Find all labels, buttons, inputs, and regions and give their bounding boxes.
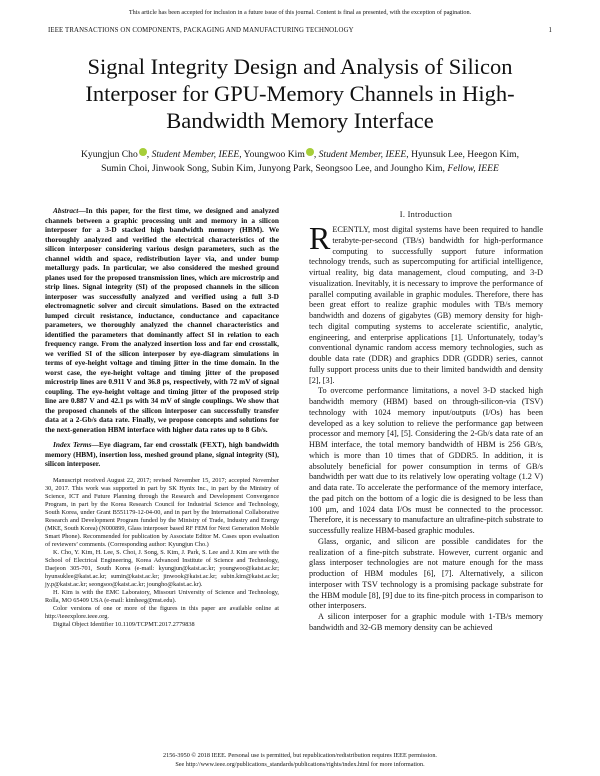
left-column [45,206,279,629]
acceptance-notice: This article has been accepted for inclusion in a future issue of this journal. Content is final as presented, with the exception of pagination. [128,9,472,16]
section-heading: I. Introduction [399,210,453,219]
journal-name: IEEE TRANSACTIONS ON COMPONENTS, PACKAGING AND MANUFACTURING TECHNOLOGY [48,27,354,34]
copyright-line: 2156-3950 © 2018 IEEE. Personal use is permitted, but republication/redistribution requires IEEE permission. [163,752,437,759]
orcid-icon[interactable] [139,148,147,156]
author-name: , Hyunsuk Lee, Heegon Kim, [406,149,519,160]
abstract-text: —In this paper, for the first time, we designed and analyzed channels between a graphic processing unit and memory in a silicon interposer for a 3-D stacked high bandwidth memory (HBM). We thoroughly analyzed and verified the electrical characteristics of the silicon interposer considering various design parameters, such as the channel width and space, redistribution layer via, and under bump metallurgy pads. In particular, we also considered the meshed ground planes used for the proposed transmission lines, which are microstrip and strip lines. Signal integrity (SI) of the proposed channels in the silicon interposer was successfully analyzed and verified using a full 3-D electromagnetic solver and circuit simulations. Based on the extracted lumped circuit resistance, inductance, conductance and capacitance parameters, we thoroughly analyzed the channel characteristics and identified the parameters that dominantly affect SI in relation to each frequency range. From the analyzed insertion loss and far end crosstalk, we verified SI of the silicon interposer by eye-diagram simulations in terms of eye-height voltage and timing jitter in the time domain. In the worst case, the eye-height voltage and timing jitter of the proposed microstrip lines are 0.911 V and 36.8 ps, respectively, with 72 mV of signal coupling. The eye-height voltage and timing jitter of the proposed strip line are 0.887 V and 42.1 ps with 34 mV of single couplings. We show that the proposed channels of the silicon interposer can successfully transfer data at a 2-Gb/s data rate. Finally, we propose concepts and solutions for the next-generation HBM interface with higher data rates up to 8 Gb/s. [45,206,279,434]
drop-cap: R [309,220,331,256]
affiliation-footnote: K. Cho, Y. Kim, H. Lee, S. Choi, J. Song, S. Kim, J. Park, S. Lee and J. Kim are with the School of Electrical Engineering, Korea Advanced Institute of Science and Technology, Daejeon 305-701, South Korea (e-mail: kyungjun@kaist.ac.kr; youngwoo@kaist.ac.kr; hyunsuklee@kaist.ac.kr; sumin@kaist.ac.kr; jinwook@kaist.ac.kr; subin.kim@kaist.ac.kr; jy.p@kaist.ac.kr; seongsoo@kaist.ac.kr; joungho@kaist.ac.kr). [45,548,279,589]
intro-paragraph: To overcome performance limitations, a novel 3-D stacked high bandwidth memory (HBM) based on through-silicon-via (TSV) technology with 1024 memory input/outputs (I/Os) has been developed as a key solution to relieve the performance gap between processor and memory [4], [5]. Considering the 2-Gb/s data rate of an HBM interface, the total memory bandwidth of HBM is 256 GB/s, which is more than 10 times that of GDDR5. In addition, it is absolutely beneficial for power consumption in terms of GB/s bandwidth per watt due to its relatively low operating voltage (1.2 V) and data rate. To accelerate the performance of the memory interface, the pad pitch on the bottom of a logic die is designed to be less than 100 μm, and 1024 data I/Os must be connected to the processor. Therefore, it is necessary to manufacture an ultrafine-pitch substrate to successfully realize HBM-based graphic modules. [309,386,543,535]
intro-paragraph: Glass, organic, and silicon are possible candidates for the realization of a fine-pitch substrate. However, current organic and glass interposer technologies are not mature enough for the mass production of HBM modules [6], [7]. Alternatively, a silicon interposer with TSV technology is a promising package substrate for the HBM module [8], [9] due to its fine-pitch process in comparison to other interposers. [309,536,543,611]
index-terms [45,440,279,469]
right-column [309,206,543,634]
running-header [48,27,552,34]
author-membership: , Student Member, IEEE [146,149,240,160]
rights-link[interactable]: See http://www.ieee.org/publications_standards/publications/rights/index.html for more information. [175,760,425,768]
author-name: Kyungjun Cho [81,149,138,160]
intro-paragraph-text: ECENTLY, most digital systems have been required to handle terabyte-per-second (TB/s) bandwidth for high-performance computing to successfully support future information technology trends, such as supercomputing for artificial intelligence, virtual reality, big data management, cloud computing, and 3-D visualization. Inevitably, it is necessary to improve the performance of parallel computing available in graphic modules. Therefore, there has been great effort to realize graphic modules with TB/s memory bandwidth and dozens of gigabytes (GB) memory density for high-tech digital computing systems to accelerate scientific, analytic, engineering, and enterprise applications [1]. Unfortunately, today’s conventional dynamic random access memory technologies, such as double data rate (DDR) and graphics DDR (GDDR) series, cannot fully support process units due to their limited bandwidth and density [2], [3]. [309,225,543,385]
intro-paragraph: A silicon interposer for a graphic module with 1-TB/s memory bandwidth and 32-GB memory density can be achieved [309,612,543,632]
author-membership: , Fellow, IEEE [442,162,499,174]
page-number: 1 [548,27,552,34]
affiliation-footnote: H. Kim is with the EMC Laboratory, Missouri University of Science and Technology, Rolla, MO 65409 USA (e-mail: kimheeg@mst.edu). [45,589,279,605]
author-name: , Youngwoo Kim [239,149,305,160]
manuscript-footnote: Manuscript received August 22, 2017; revised November 15, 2017; accepted November 30, 2017. This work was supported in part by SK Hynix Inc., in part by the Ministry of Science, ICT and Future Planning through the Research and Development Convergence Program, in part by the Korea Research Council for Industrial Science and Technology, South Korea, under Grant B551179-12-04-00, and in part by the International Collaborative Research and Development Program funded by the Ministry of Trade, Industry and Energy (MKE, South Korea) (N000899, Glass interposer based RF FEM for Next Generation Mobile Smart Phone). Recommended for publication by Associate Editor M. Cases upon evaluation of reviewers’ comments. (Corresponding author: Kyungjun Cho.) [45,476,279,548]
orcid-icon[interactable] [306,148,314,156]
author-name: Sumin Choi, Jinwook Song, Subin Kim, Junyong Park, Seongsoo Lee, and Joungho Kim [101,162,443,174]
index-terms-text: —Eye diagram, far end crosstalk (FEXT), high bandwidth memory (HBM), insertion loss, meshed ground plane, signal integrity (SI), silicon interposer. [45,440,279,468]
intro-paragraph [309,220,543,386]
color-figures-note: Color versions of one or more of the figures in this paper are available online at http://ieeexplore.ieee.org. [45,605,279,621]
abstract-label: Abstract [53,206,79,215]
author-list [45,148,555,175]
doi-note: Digital Object Identifier 10.1109/TCPMT.2017.2779838 [53,621,195,629]
copyright-footer [0,752,600,769]
author-membership: , Student Member, IEEE [313,149,407,160]
paper-title: Signal Integrity Design and Analysis of Silicon Interposer for GPU-Memory Channels in High-Bandwidth Memory Interface [85,54,515,133]
abstract [45,206,279,434]
index-terms-label: Index Terms [53,440,92,449]
